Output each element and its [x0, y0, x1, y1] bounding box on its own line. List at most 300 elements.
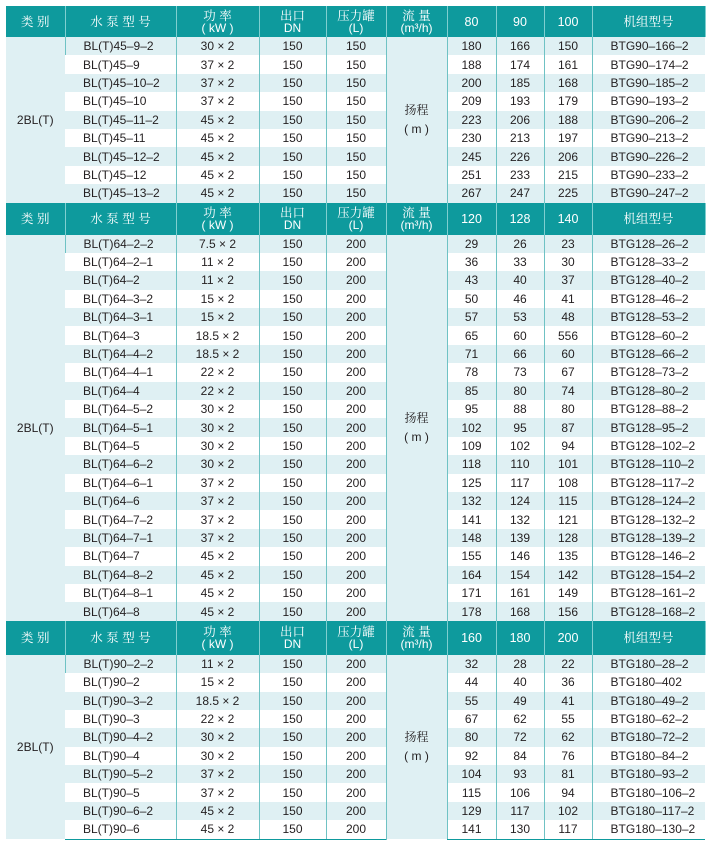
head-value-cell: 130 [496, 820, 544, 839]
power-cell: 45 × 2 [176, 111, 259, 129]
power-cell: 30 × 2 [176, 400, 259, 418]
header-flow-label: 流 量 [402, 624, 431, 639]
outlet-cell: 150 [259, 363, 326, 381]
head-value-cell: 76 [544, 747, 592, 765]
power-cell: 11 × 2 [176, 271, 259, 289]
head-value-cell: 117 [544, 820, 592, 839]
head-value-cell: 87 [544, 418, 592, 436]
head-value-cell: 132 [447, 492, 496, 510]
header-outlet-unit: DN [283, 636, 302, 651]
header-tank-label: 压力罐 [337, 205, 375, 220]
table-row [6, 184, 705, 202]
header-category-label: 类 别 [21, 14, 50, 29]
head-value-cell: 53 [496, 308, 544, 326]
head-value-cell: 22 [544, 655, 592, 673]
tank-cell: 200 [326, 382, 386, 400]
head-value-cell: 80 [447, 728, 496, 746]
head-unit: ( m ) [404, 121, 429, 136]
head-value-cell: 62 [544, 728, 592, 746]
table-row [6, 492, 705, 510]
header-pump-model-label: 水 泵 型 号 [90, 14, 151, 29]
header-flow-label: 流 量 [402, 205, 431, 220]
outlet-cell: 150 [259, 566, 326, 584]
header-flow [386, 621, 447, 655]
pump-model-cell: BL(T)64–8 [65, 602, 176, 620]
head-value-cell: 161 [544, 55, 592, 73]
power-cell: 45 × 2 [176, 566, 259, 584]
unit-model-cell: BTG128–102–2 [592, 437, 705, 455]
pump-model-cell: BL(T)64–4 [65, 382, 176, 400]
table-row [6, 474, 705, 492]
head-value-cell: 141 [447, 510, 496, 528]
header-tank-unit: (L) [348, 217, 364, 232]
header-tank [326, 6, 386, 37]
head-value-cell: 60 [544, 345, 592, 363]
pump-model-cell: BL(T)90–4 [65, 747, 176, 765]
head-value-cell: 168 [496, 602, 544, 620]
head-value-cell: 102 [544, 802, 592, 820]
head-value-cell: 128 [544, 529, 592, 547]
power-cell: 37 × 2 [176, 55, 259, 73]
head-value-cell: 121 [544, 510, 592, 528]
head-value-cell: 223 [447, 111, 496, 129]
head-value-cell: 139 [496, 529, 544, 547]
power-cell: 45 × 2 [176, 166, 259, 184]
head-value-cell: 93 [496, 765, 544, 783]
header-flow [386, 203, 447, 235]
header-flow [386, 6, 447, 37]
head-value-cell: 142 [544, 566, 592, 584]
tank-cell: 200 [326, 308, 386, 326]
power-cell: 37 × 2 [176, 765, 259, 783]
pump-model-cell: BL(T)90–3–2 [65, 692, 176, 710]
header-flow-value-label: 200 [557, 630, 579, 645]
unit-model-cell: BTG180–117–2 [592, 802, 705, 820]
table-row [6, 584, 705, 602]
power-cell: 45 × 2 [176, 802, 259, 820]
header-category-label: 类 别 [21, 630, 50, 645]
tank-cell: 200 [326, 655, 386, 673]
head-value-cell: 88 [496, 400, 544, 418]
head-value-cell: 149 [544, 584, 592, 602]
head-value-cell: 156 [544, 602, 592, 620]
tank-cell: 150 [326, 37, 386, 55]
header-tank-label: 压力罐 [337, 624, 375, 639]
unit-model-cell: BTG180–402 [592, 673, 705, 691]
power-cell: 45 × 2 [176, 547, 259, 565]
outlet-cell: 150 [259, 783, 326, 801]
header-tank [326, 203, 386, 235]
tank-cell: 200 [326, 418, 386, 436]
head-value-cell: 245 [447, 147, 496, 165]
pump-model-cell: BL(T)64–8–2 [65, 566, 176, 584]
head-unit: ( m ) [404, 748, 429, 763]
head-value-cell: 155 [447, 547, 496, 565]
unit-model-cell: BTG128–33–2 [592, 253, 705, 271]
head-value-cell: 67 [544, 363, 592, 381]
header-power [176, 6, 259, 37]
head-value-cell: 197 [544, 129, 592, 147]
unit-model-cell: BTG90–226–2 [592, 147, 705, 165]
head-value-cell: 230 [447, 129, 496, 147]
head-value-cell: 84 [496, 747, 544, 765]
head-value-cell: 72 [496, 728, 544, 746]
head-value-cell: 251 [447, 166, 496, 184]
header-pump-model [65, 621, 176, 655]
header-power [176, 203, 259, 235]
outlet-cell: 150 [259, 147, 326, 165]
table-row [6, 235, 705, 253]
outlet-cell: 150 [259, 655, 326, 673]
tank-cell: 200 [326, 802, 386, 820]
header-category [6, 621, 65, 655]
pump-model-cell: BL(T)45–9 [65, 55, 176, 73]
power-cell: 37 × 2 [176, 510, 259, 528]
head-value-cell: 115 [544, 492, 592, 510]
unit-model-cell: BTG180–62–2 [592, 710, 705, 728]
head-value-cell: 65 [447, 326, 496, 344]
table-row [6, 37, 705, 55]
head-value-cell: 154 [496, 566, 544, 584]
category-cell: 2BL(T) [6, 235, 65, 621]
head-value-cell: 150 [544, 37, 592, 55]
tank-cell: 200 [326, 271, 386, 289]
head-value-cell: 185 [496, 74, 544, 92]
outlet-cell: 150 [259, 400, 326, 418]
power-cell: 18.5 × 2 [176, 345, 259, 363]
table-row [6, 692, 705, 710]
power-cell: 37 × 2 [176, 492, 259, 510]
power-cell: 45 × 2 [176, 820, 259, 839]
unit-model-cell: BTG90–233–2 [592, 166, 705, 184]
head-value-cell: 62 [496, 710, 544, 728]
power-cell: 22 × 2 [176, 710, 259, 728]
head-value-cell: 132 [496, 510, 544, 528]
tank-cell: 150 [326, 74, 386, 92]
head-unit: ( m ) [404, 429, 429, 444]
pump-model-cell: BL(T)64–7 [65, 547, 176, 565]
head-value-cell: 23 [544, 235, 592, 253]
unit-model-cell: BTG128–154–2 [592, 566, 705, 584]
header-flow-value [496, 6, 544, 37]
head-label: 扬程 [404, 729, 429, 744]
pump-model-cell: BL(T)45–9–2 [65, 37, 176, 55]
head-value-cell: 49 [496, 692, 544, 710]
pump-model-cell: BL(T)90–2 [65, 673, 176, 691]
head-value-cell: 104 [447, 765, 496, 783]
outlet-cell: 150 [259, 492, 326, 510]
header-flow-value [447, 203, 496, 235]
header-flow-value-label: 160 [461, 630, 482, 645]
head-value-cell: 36 [544, 673, 592, 691]
head-value-cell: 94 [544, 437, 592, 455]
power-cell: 37 × 2 [176, 92, 259, 110]
pump-model-cell: BL(T)64–6 [65, 492, 176, 510]
pump-model-cell: BL(T)64–2–2 [65, 235, 176, 253]
pump-model-cell: BL(T)45–12–2 [65, 147, 176, 165]
tank-cell: 200 [326, 510, 386, 528]
section-header-row [6, 203, 705, 235]
header-flow-value-label: 100 [557, 14, 579, 29]
pump-model-cell: BL(T)64–5–1 [65, 418, 176, 436]
header-flow-value [496, 203, 544, 235]
power-cell: 15 × 2 [176, 308, 259, 326]
outlet-cell: 150 [259, 474, 326, 492]
header-unit-model-label: 机组型号 [623, 14, 674, 29]
category-cell: 2BL(T) [6, 655, 65, 839]
header-outlet-label: 出口 [279, 205, 305, 220]
head-value-cell: 55 [447, 692, 496, 710]
tank-cell: 150 [326, 184, 386, 202]
tank-cell: 150 [326, 147, 386, 165]
unit-model-cell: BTG180–130–2 [592, 820, 705, 839]
header-pump-model [65, 203, 176, 235]
head-value-cell: 168 [544, 74, 592, 92]
head-value-cell: 129 [447, 802, 496, 820]
power-cell: 11 × 2 [176, 253, 259, 271]
header-outlet [259, 203, 326, 235]
tank-cell: 200 [326, 529, 386, 547]
section-header-row [6, 6, 705, 37]
outlet-cell: 150 [259, 92, 326, 110]
head-value-cell: 209 [447, 92, 496, 110]
head-value-cell: 213 [496, 129, 544, 147]
tank-cell: 200 [326, 602, 386, 620]
unit-model-cell: BTG90–247–2 [592, 184, 705, 202]
pump-model-cell: BL(T)64–7–2 [65, 510, 176, 528]
unit-model-cell: BTG128–95–2 [592, 418, 705, 436]
power-cell: 18.5 × 2 [176, 326, 259, 344]
outlet-cell: 150 [259, 345, 326, 363]
outlet-cell: 150 [259, 326, 326, 344]
header-flow-value-label: 80 [464, 14, 479, 29]
power-cell: 22 × 2 [176, 363, 259, 381]
section-header-row [6, 621, 705, 655]
header-flow-value-label: 140 [557, 211, 579, 226]
category-cell: 2BL(T) [6, 37, 65, 203]
head-value-cell: 106 [496, 783, 544, 801]
head-value-cell: 41 [544, 290, 592, 308]
head-value-cell: 206 [496, 111, 544, 129]
pump-model-cell: BL(T)64–6–1 [65, 474, 176, 492]
head-value-cell: 233 [496, 166, 544, 184]
head-value-cell: 78 [447, 363, 496, 381]
head-value-cell: 44 [447, 673, 496, 691]
table-row [6, 437, 705, 455]
table-row [6, 547, 705, 565]
head-value-cell: 226 [496, 147, 544, 165]
tank-cell: 200 [326, 547, 386, 565]
header-outlet-label: 出口 [279, 624, 305, 639]
head-value-cell: 41 [544, 692, 592, 710]
outlet-cell: 150 [259, 55, 326, 73]
power-cell: 30 × 2 [176, 455, 259, 473]
pump-model-cell: BL(T)45–13–2 [65, 184, 176, 202]
tank-cell: 200 [326, 566, 386, 584]
head-value-cell: 48 [544, 308, 592, 326]
head-value-cell: 166 [496, 37, 544, 55]
head-value-cell: 125 [447, 474, 496, 492]
pump-model-cell: BL(T)45–11 [65, 129, 176, 147]
power-cell: 45 × 2 [176, 602, 259, 620]
header-unit-model-label: 机组型号 [623, 211, 674, 226]
unit-model-cell: BTG180–72–2 [592, 728, 705, 746]
pump-model-cell: BL(T)64–3–1 [65, 308, 176, 326]
tank-cell: 200 [326, 692, 386, 710]
outlet-cell: 150 [259, 455, 326, 473]
head-value-cell: 50 [447, 290, 496, 308]
unit-model-cell: BTG128–139–2 [592, 529, 705, 547]
outlet-cell: 150 [259, 728, 326, 746]
unit-model-cell: BTG128–66–2 [592, 345, 705, 363]
tank-cell: 200 [326, 290, 386, 308]
head-value-cell: 74 [544, 382, 592, 400]
head-value-cell: 115 [447, 783, 496, 801]
head-value-cell: 26 [496, 235, 544, 253]
tank-cell: 150 [326, 111, 386, 129]
table-row [6, 802, 705, 820]
unit-model-cell: BTG180–106–2 [592, 783, 705, 801]
outlet-cell: 150 [259, 802, 326, 820]
pump-spec-table-container [6, 6, 705, 840]
head-value-cell: 109 [447, 437, 496, 455]
pump-model-cell: BL(T)90–6 [65, 820, 176, 839]
outlet-cell: 150 [259, 290, 326, 308]
head-value-cell: 188 [447, 55, 496, 73]
head-value-cell: 30 [544, 253, 592, 271]
table-row [6, 55, 705, 73]
header-flow-unit: (m³/h) [400, 636, 433, 651]
unit-model-cell: BTG90–185–2 [592, 74, 705, 92]
outlet-cell: 150 [259, 235, 326, 253]
header-unit-model-label: 机组型号 [623, 630, 674, 645]
outlet-cell: 150 [259, 184, 326, 202]
header-flow-value [447, 621, 496, 655]
unit-model-cell: BTG128–40–2 [592, 271, 705, 289]
outlet-cell: 150 [259, 547, 326, 565]
power-cell: 30 × 2 [176, 418, 259, 436]
head-value-cell: 60 [496, 326, 544, 344]
head-value-cell: 556 [544, 326, 592, 344]
head-value-cell: 161 [496, 584, 544, 602]
tank-cell: 150 [326, 166, 386, 184]
head-value-cell: 148 [447, 529, 496, 547]
tank-cell: 200 [326, 326, 386, 344]
header-category-label: 类 别 [21, 211, 50, 226]
header-power-unit: ( kW ) [201, 217, 234, 232]
outlet-cell: 150 [259, 510, 326, 528]
head-value-cell: 171 [447, 584, 496, 602]
table-row [6, 765, 705, 783]
tank-cell: 200 [326, 363, 386, 381]
header-flow-unit: (m³/h) [400, 20, 433, 35]
header-power [176, 621, 259, 655]
table-row [6, 747, 705, 765]
head-value-cell: 110 [496, 455, 544, 473]
power-cell: 22 × 2 [176, 382, 259, 400]
unit-model-cell: BTG128–26–2 [592, 235, 705, 253]
pump-model-cell: BL(T)90–5 [65, 783, 176, 801]
header-tank [326, 621, 386, 655]
head-value-cell: 178 [447, 602, 496, 620]
pump-model-cell: BL(T)64–5–2 [65, 400, 176, 418]
head-value-cell: 174 [496, 55, 544, 73]
table-row [6, 290, 705, 308]
head-value-cell: 101 [544, 455, 592, 473]
head-value-cell: 57 [447, 308, 496, 326]
pump-model-cell: BL(T)64–5 [65, 437, 176, 455]
unit-model-cell: BTG128–80–2 [592, 382, 705, 400]
outlet-cell: 150 [259, 437, 326, 455]
head-label: 扬程 [404, 102, 429, 117]
head-value-cell: 215 [544, 166, 592, 184]
table-row [6, 418, 705, 436]
tank-cell: 200 [326, 455, 386, 473]
head-value-cell: 37 [544, 271, 592, 289]
table-row [6, 510, 705, 528]
power-cell: 11 × 2 [176, 655, 259, 673]
head-value-cell: 80 [544, 400, 592, 418]
unit-model-cell: BTG90–166–2 [592, 37, 705, 55]
unit-model-cell: BTG180–49–2 [592, 692, 705, 710]
power-cell: 15 × 2 [176, 673, 259, 691]
tank-cell: 200 [326, 765, 386, 783]
head-value-cell: 180 [447, 37, 496, 55]
table-row [6, 673, 705, 691]
tank-cell: 200 [326, 235, 386, 253]
power-cell: 37 × 2 [176, 529, 259, 547]
header-flow-value [544, 203, 592, 235]
head-value-cell: 200 [447, 74, 496, 92]
header-pump-model-label: 水 泵 型 号 [90, 630, 151, 645]
head-value-cell: 40 [496, 271, 544, 289]
head-value-cell: 124 [496, 492, 544, 510]
tank-cell: 200 [326, 728, 386, 746]
head-label-cell [386, 235, 447, 621]
unit-model-cell: BTG90–206–2 [592, 111, 705, 129]
head-value-cell: 117 [496, 474, 544, 492]
unit-model-cell: BTG90–213–2 [592, 129, 705, 147]
head-value-cell: 55 [544, 710, 592, 728]
power-cell: 37 × 2 [176, 783, 259, 801]
header-unit-model [592, 621, 705, 655]
outlet-cell: 150 [259, 253, 326, 271]
power-cell: 37 × 2 [176, 74, 259, 92]
head-value-cell: 40 [496, 673, 544, 691]
header-power-label: 功 率 [203, 8, 232, 23]
header-outlet-unit: DN [283, 217, 302, 232]
unit-model-cell: BTG128–53–2 [592, 308, 705, 326]
header-outlet-label: 出口 [279, 8, 305, 23]
head-value-cell: 102 [447, 418, 496, 436]
header-flow-value-label: 120 [461, 211, 482, 226]
table-row [6, 271, 705, 289]
tank-cell: 200 [326, 783, 386, 801]
head-value-cell: 117 [496, 802, 544, 820]
header-outlet [259, 6, 326, 37]
outlet-cell: 150 [259, 129, 326, 147]
table-row [6, 308, 705, 326]
power-cell: 30 × 2 [176, 437, 259, 455]
header-flow-value-label: 180 [509, 630, 531, 645]
header-flow-label: 流 量 [402, 8, 431, 23]
head-value-cell: 225 [544, 184, 592, 202]
pump-model-cell: BL(T)90–2–2 [65, 655, 176, 673]
table-row [6, 166, 705, 184]
header-flow-value [496, 621, 544, 655]
pump-model-cell: BL(T)90–6–2 [65, 802, 176, 820]
outlet-cell: 150 [259, 820, 326, 839]
